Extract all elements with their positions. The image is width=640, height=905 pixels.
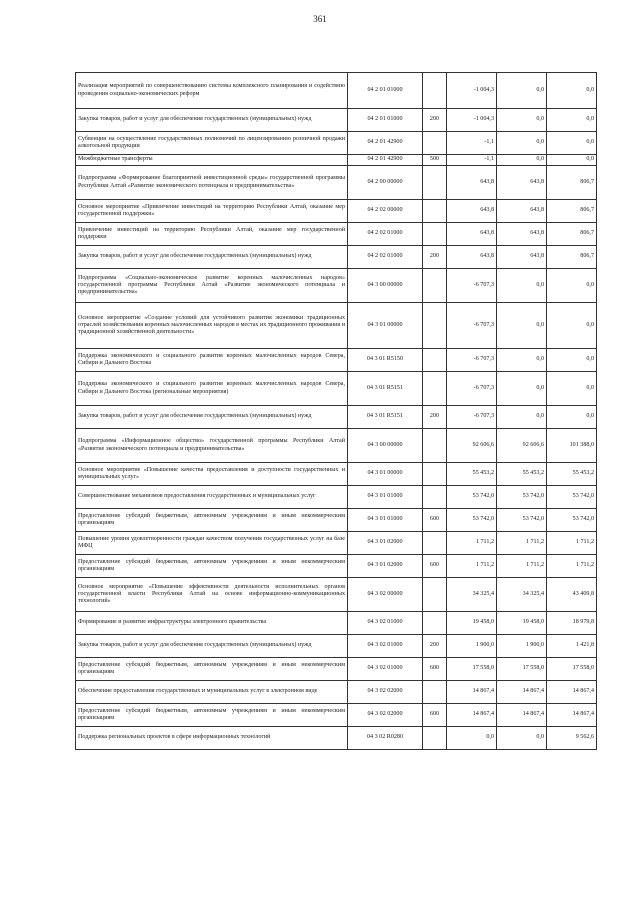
row-target-code: 04 2 01 42900 [348, 132, 423, 155]
row-value-1: -6 707,3 [447, 406, 497, 429]
row-target-code: 04 3 02 R0280 [348, 727, 423, 750]
row-description: Подпрограмма «Социально-экономическое развитие коренных малочисленных народов» государственной программы Республики Алтай «Развитие экономического потенциала и предпринимательства» [76, 269, 348, 303]
table-row [76, 303, 597, 349]
row-value-2: 643,8 [497, 200, 547, 223]
table-row [76, 429, 597, 463]
page-number: 361 [313, 14, 327, 24]
table-row [76, 200, 597, 223]
table-row [76, 73, 597, 109]
table-row [76, 704, 597, 727]
table-row [76, 681, 597, 704]
row-value-1: 53 742,0 [447, 509, 497, 532]
row-description: Поддержка экономического и социального развития коренных малочисленных народов Севера, Сибири и Дальнего Востока (региональные мероприятия) [76, 372, 348, 406]
row-target-code: 04 3 01 01000 [348, 486, 423, 509]
row-description: Предоставление субсидий бюджетным, автономным учреждениям и иным некоммерческим организациям [76, 704, 348, 727]
row-value-3: 43 409,8 [547, 578, 597, 612]
row-target-code: 04 3 01 R5150 [348, 349, 423, 372]
row-expense-type: 600 [423, 704, 447, 727]
table-row [76, 532, 597, 555]
row-value-3: 0,0 [547, 155, 597, 166]
row-value-1: 1 900,0 [447, 635, 497, 658]
row-value-3: 0,0 [547, 406, 597, 429]
row-value-1: 34 325,4 [447, 578, 497, 612]
row-value-1: 643,8 [447, 200, 497, 223]
table-row [76, 109, 597, 132]
row-value-1: 53 742,0 [447, 486, 497, 509]
row-description: Формирование и развитие инфраструктуры электронного правительства [76, 612, 348, 635]
row-target-code: 04 2 00 00000 [348, 166, 423, 200]
row-description: Предоставление субсидий бюджетным, автономным учреждениям и иным некоммерческим организациям [76, 555, 348, 578]
row-value-2: 0,0 [497, 269, 547, 303]
row-value-1: 55 453,2 [447, 463, 497, 486]
row-expense-type [423, 681, 447, 704]
row-value-2: 643,8 [497, 166, 547, 200]
row-value-1: 19 458,0 [447, 612, 497, 635]
table-row [76, 509, 597, 532]
row-value-3: 14 867,4 [547, 681, 597, 704]
row-value-1: -6 707,3 [447, 303, 497, 349]
row-expense-type [423, 463, 447, 486]
table-row [76, 246, 597, 269]
row-target-code: 04 3 01 00000 [348, 303, 423, 349]
row-expense-type [423, 132, 447, 155]
row-expense-type [423, 73, 447, 109]
row-value-2: 0,0 [497, 132, 547, 155]
row-value-3: 1 711,2 [547, 532, 597, 555]
row-value-3: 55 453,2 [547, 463, 597, 486]
row-value-1: 14 867,4 [447, 704, 497, 727]
row-expense-type: 200 [423, 635, 447, 658]
row-value-3: 0,0 [547, 372, 597, 406]
row-expense-type [423, 727, 447, 750]
row-target-code: 04 3 01 01000 [348, 509, 423, 532]
row-value-2: 0,0 [497, 109, 547, 132]
row-value-1: -1 004,3 [447, 109, 497, 132]
row-value-2: 17 558,0 [497, 658, 547, 681]
row-expense-type [423, 612, 447, 635]
row-value-3: 101 388,0 [547, 429, 597, 463]
row-expense-type [423, 166, 447, 200]
row-value-2: 1 711,2 [497, 532, 547, 555]
row-value-3: 0,0 [547, 132, 597, 155]
row-target-code: 04 3 02 01000 [348, 658, 423, 681]
row-value-2: 34 325,4 [497, 578, 547, 612]
row-description: Предоставление субсидий бюджетным, автономным учреждениям и иным некоммерческим организациям [76, 658, 348, 681]
row-value-1: 643,8 [447, 223, 497, 246]
row-value-1: 643,8 [447, 246, 497, 269]
row-description: Привлечение инвестиций на территорию Республики Алтай, оказание мер государственной поддержки [76, 223, 348, 246]
row-description: Закупка товаров, работ и услуг для обеспечения государственных (муниципальных) нужд [76, 246, 348, 269]
row-value-3: 806,7 [547, 200, 597, 223]
row-value-2: 0,0 [497, 303, 547, 349]
row-description: Закупка товаров, работ и услуг для обеспечения государственных (муниципальных) нужд [76, 635, 348, 658]
row-value-3: 14 867,4 [547, 704, 597, 727]
row-value-1: 0,0 [447, 727, 497, 750]
row-value-2: 0,0 [497, 372, 547, 406]
row-value-2: 0,0 [497, 73, 547, 109]
row-value-2: 14 867,4 [497, 681, 547, 704]
row-target-code: 04 2 01 01000 [348, 73, 423, 109]
row-expense-type: 600 [423, 658, 447, 681]
row-value-3: 806,7 [547, 223, 597, 246]
row-expense-type [423, 578, 447, 612]
row-value-1: -6 707,3 [447, 349, 497, 372]
row-value-2: 14 867,4 [497, 704, 547, 727]
row-target-code: 04 2 01 42900 [348, 155, 423, 166]
row-value-2: 643,8 [497, 223, 547, 246]
row-value-3: 53 742,0 [547, 486, 597, 509]
row-expense-type: 600 [423, 509, 447, 532]
row-value-3: 9 562,6 [547, 727, 597, 750]
row-expense-type [423, 269, 447, 303]
table-row [76, 269, 597, 303]
row-value-2: 1 711,2 [497, 555, 547, 578]
row-value-3: 0,0 [547, 269, 597, 303]
row-value-1: -1,1 [447, 155, 497, 166]
row-value-2: 92 606,6 [497, 429, 547, 463]
row-value-3: 806,7 [547, 246, 597, 269]
row-value-3: 0,0 [547, 303, 597, 349]
row-target-code: 04 3 01 R5151 [348, 406, 423, 429]
row-description: Закупка товаров, работ и услуг для обеспечения государственных (муниципальных) нужд [76, 406, 348, 429]
row-description: Основное мероприятие «Привлечение инвестиций на территорию Республики Алтай, оказание мер государственной поддержки» [76, 200, 348, 223]
row-target-code: 04 2 02 00000 [348, 200, 423, 223]
row-value-3: 53 742,0 [547, 509, 597, 532]
row-description: Поддержка региональных проектов в сфере информационных технологий [76, 727, 348, 750]
row-target-code: 04 2 02 01000 [348, 246, 423, 269]
row-expense-type: 600 [423, 555, 447, 578]
row-target-code: 04 3 01 R5151 [348, 372, 423, 406]
row-description: Закупка товаров, работ и услуг для обеспечения государственных (муниципальных) нужд [76, 109, 348, 132]
table-row [76, 555, 597, 578]
budget-table-body [76, 73, 597, 750]
row-description: Повышение уровня удовлетворенности граждан качеством получения государственных услуг на базе МФЦ [76, 532, 348, 555]
row-value-1: 643,8 [447, 166, 497, 200]
table-row [76, 486, 597, 509]
row-description: Предоставление субсидий бюджетным, автономным учреждениям и иным некоммерческим организациям [76, 509, 348, 532]
row-value-2: 53 742,0 [497, 509, 547, 532]
row-value-3: 0,0 [547, 109, 597, 132]
row-target-code: 04 3 01 00000 [348, 463, 423, 486]
row-description: Реализация мероприятий по совершенствованию системы комплексного планирования и содействию проведения социально-экономических реформ [76, 73, 348, 109]
row-value-1: 14 867,4 [447, 681, 497, 704]
table-row [76, 635, 597, 658]
table-row [76, 349, 597, 372]
row-value-2: 19 458,0 [497, 612, 547, 635]
row-value-1: 17 558,0 [447, 658, 497, 681]
table-row [76, 406, 597, 429]
row-value-2: 0,0 [497, 406, 547, 429]
row-target-code: 04 2 01 01000 [348, 109, 423, 132]
row-value-1: -6 707,3 [447, 372, 497, 406]
row-expense-type: 500 [423, 155, 447, 166]
row-value-1: -6 707,3 [447, 269, 497, 303]
row-description: Основное мероприятие «Повышение качества предоставления и доступности государственных и муниципальных услуг» [76, 463, 348, 486]
row-target-code: 04 3 02 02000 [348, 681, 423, 704]
row-value-3: 0,0 [547, 349, 597, 372]
row-description: Основное мероприятие «Повышение эффективности деятельности исполнительных органов государственной власти Республики Алтай на основе информационно-коммуникационных технологий» [76, 578, 348, 612]
table-row [76, 372, 597, 406]
row-target-code: 04 3 00 00000 [348, 269, 423, 303]
row-value-3: 806,7 [547, 166, 597, 200]
row-description: Подпрограмма «Информационное общество» государственной программы Республики Алтай «Развитие экономического потенциала и предпринимательства» [76, 429, 348, 463]
row-expense-type [423, 429, 447, 463]
row-description: Подпрограмма «Формирование благоприятной инвестиционной среды» государственной программы Республики Алтай «Развитие экономического потенциала и предпринимательства» [76, 166, 348, 200]
row-expense-type [423, 349, 447, 372]
budget-table [75, 72, 597, 750]
row-expense-type [423, 486, 447, 509]
table-row [76, 155, 597, 166]
table-row [76, 727, 597, 750]
row-description: Субвенции на осуществление государственных полномочий по лицензированию розничной продажи алкогольной продукции [76, 132, 348, 155]
row-value-2: 643,8 [497, 246, 547, 269]
row-description: Межбюджетные трансферты [76, 155, 348, 166]
row-expense-type: 200 [423, 109, 447, 132]
row-value-1: 1 711,2 [447, 532, 497, 555]
row-expense-type [423, 200, 447, 223]
row-expense-type: 200 [423, 406, 447, 429]
row-value-2: 53 742,0 [497, 486, 547, 509]
row-expense-type [423, 303, 447, 349]
row-expense-type: 200 [423, 246, 447, 269]
row-value-2: 0,0 [497, 155, 547, 166]
row-expense-type [423, 532, 447, 555]
row-target-code: 04 3 02 01000 [348, 635, 423, 658]
row-description: Поддержка экономического и социального развития коренных малочисленных народов Севера, Сибири и Дальнего Востока [76, 349, 348, 372]
table-row [76, 658, 597, 681]
table-row [76, 578, 597, 612]
row-value-3: 1 711,2 [547, 555, 597, 578]
row-value-1: -1,1 [447, 132, 497, 155]
row-value-3: 17 558,0 [547, 658, 597, 681]
row-target-code: 04 3 02 02000 [348, 704, 423, 727]
row-target-code: 04 3 01 02000 [348, 555, 423, 578]
row-value-2: 55 453,2 [497, 463, 547, 486]
row-target-code: 04 2 02 01000 [348, 223, 423, 246]
row-value-2: 0,0 [497, 727, 547, 750]
row-value-2: 0,0 [497, 349, 547, 372]
row-value-1: 92 606,6 [447, 429, 497, 463]
row-value-2: 1 900,0 [497, 635, 547, 658]
row-expense-type [423, 372, 447, 406]
row-expense-type [423, 223, 447, 246]
row-description: Обеспечение предоставления государственных и муниципальных услуг в электронном виде [76, 681, 348, 704]
table-row [76, 132, 597, 155]
row-value-1: 1 711,2 [447, 555, 497, 578]
row-value-3: 1 421,8 [547, 635, 597, 658]
row-value-3: 18 979,8 [547, 612, 597, 635]
row-target-code: 04 3 02 01000 [348, 612, 423, 635]
table-row [76, 463, 597, 486]
row-value-3: 0,0 [547, 73, 597, 109]
row-target-code: 04 3 02 00000 [348, 578, 423, 612]
row-target-code: 04 3 01 02000 [348, 532, 423, 555]
row-description: Основное мероприятие «Создание условий для устойчивого развития экономики традиционных отраслей хозяйствования коренных малочисленных народов в местах их традиционного проживания и традиционной хозяйственной деятельности» [76, 303, 348, 349]
table-row [76, 166, 597, 200]
table-row [76, 612, 597, 635]
row-value-1: -1 004,3 [447, 73, 497, 109]
row-target-code: 04 3 00 00000 [348, 429, 423, 463]
row-description: Совершенствование механизмов предоставления государственных и муниципальных услуг [76, 486, 348, 509]
table-row [76, 223, 597, 246]
